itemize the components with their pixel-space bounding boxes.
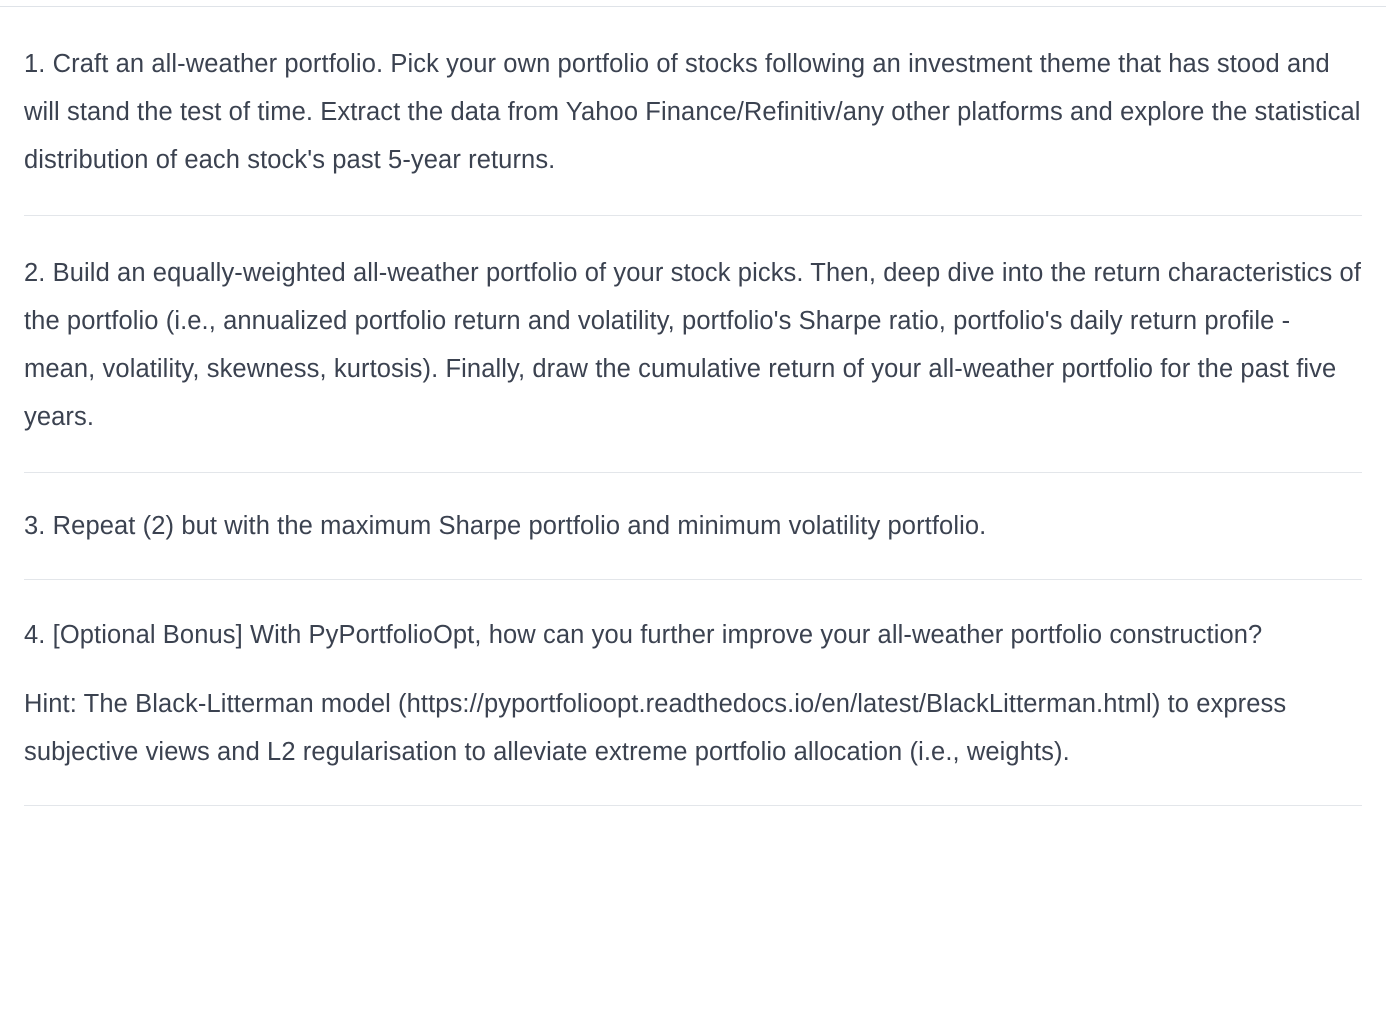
question-4-text: 4. [Optional Bonus] With PyPortfolioOpt, how can you further improve your all-weather portfolio construction? [24, 620, 1263, 649]
question-2-section [0, 216, 1386, 472]
assignment-document [0, 6, 1386, 806]
question-3-text: 3. Repeat (2) but with the maximum Sharpe portfolio and minimum volatility portfolio. [24, 511, 987, 540]
question-1-block [24, 7, 1362, 215]
question-2-block [24, 216, 1362, 472]
question-1-text: 1. Craft an all-weather portfolio. Pick your own portfolio of stocks following an investment theme that has stood and will stand the test of time. Extract the data from Yahoo Finance/Refinitiv/any other platforms and explore the statistical distribution of each stock's past 5-year returns. [24, 50, 1361, 174]
question-2-text: 2. Build an equally-weighted all-weather portfolio of your stock picks. Then, deep dive into the return characteristics of the portfolio (i.e., annualized portfolio return and volatility, portfolio's Sharpe ratio, portfolio's daily return profile - mean, volatility, skewness, kurtosis). Finally, draw the cumulative return of your all-weather portfolio for the past five years. [24, 258, 1362, 431]
question-3-block [24, 473, 1362, 579]
question-4-block [24, 580, 1362, 806]
question-4-section [0, 580, 1386, 806]
divider-after-question-4 [24, 805, 1362, 806]
question-4-hint-text: Hint: The Black-Litterman model (https://pyportfolioopt.readthedocs.io/en/latest/BlackLitterman.html) to express subjective views and L2 regularisation to alleviate extreme portfolio allocation (i.e., weights). [24, 690, 1287, 767]
question-3-section [0, 473, 1386, 579]
question-1-section [0, 7, 1386, 215]
